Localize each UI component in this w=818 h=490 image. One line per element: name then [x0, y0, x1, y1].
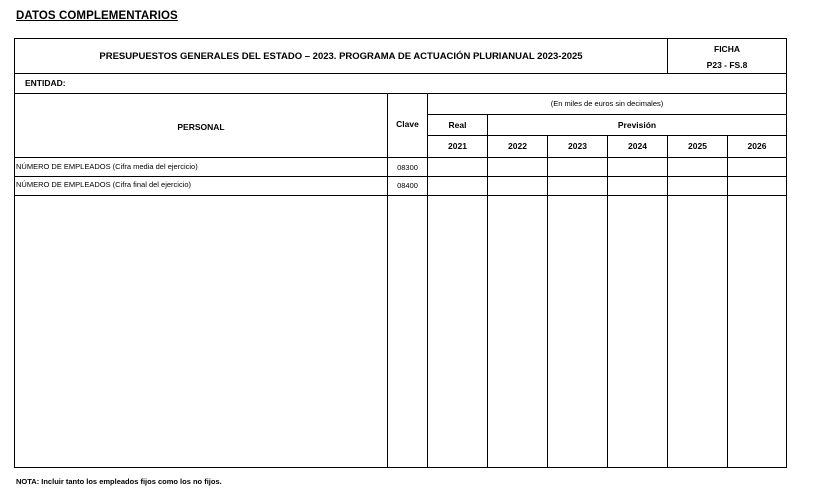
col-divider-2021	[487, 114, 488, 468]
header-bottom-line	[15, 157, 786, 158]
year-2023: 2023	[568, 141, 587, 151]
row2-bottom-line	[15, 195, 786, 196]
page-title: DATOS COMPLEMENTARIOS	[16, 10, 178, 22]
entidad-label: ENTIDAD:	[25, 78, 66, 88]
table-row-clave-2: 08400	[397, 181, 418, 190]
ficha-code: P23 - FS.8	[706, 60, 748, 70]
col-divider-2023	[607, 135, 608, 468]
header-row	[15, 39, 786, 74]
entidad-row	[15, 74, 786, 94]
form-title: PRESUPUESTOS GENERALES DEL ESTADO – 2023. PROGRAMA DE ACTUACIÓN PLURIANUAL 2023-2025	[15, 39, 668, 73]
form-frame	[14, 38, 787, 468]
year-2024: 2024	[628, 141, 647, 151]
table-row-label-2: NÚMERO DE EMPLEADOS (Cifra final del ejercicio)	[16, 180, 192, 189]
col-divider-2025	[727, 135, 728, 468]
personal-header: PERSONAL	[177, 122, 225, 132]
table-row-clave-1: 08300	[397, 163, 418, 172]
real-header: Real	[448, 120, 467, 130]
clave-header-visible: Clave	[396, 119, 419, 129]
year-2022: 2022	[508, 141, 527, 151]
col-divider-2024	[667, 135, 668, 468]
ficha-box	[668, 39, 786, 73]
year-2026: 2026	[747, 141, 767, 151]
footnote: NOTA: Incluir tanto los empleados fijos como los no fijos.	[16, 477, 222, 486]
col-divider-2022	[547, 135, 548, 468]
prevision-header: Previsión	[617, 120, 657, 130]
table-row-label-1: NÚMERO DE EMPLEADOS (Cifra media del ejercicio)	[16, 162, 198, 171]
ficha-label: FICHA	[714, 44, 740, 54]
units-note: (En miles de euros sin decimales)	[550, 99, 664, 108]
year-2021: 2021	[448, 141, 467, 151]
year-2025: 2025	[688, 141, 707, 151]
units-line	[427, 114, 786, 115]
subheader-line	[427, 135, 786, 136]
row1-bottom-line	[15, 176, 786, 177]
col-divider-personal	[387, 94, 388, 468]
